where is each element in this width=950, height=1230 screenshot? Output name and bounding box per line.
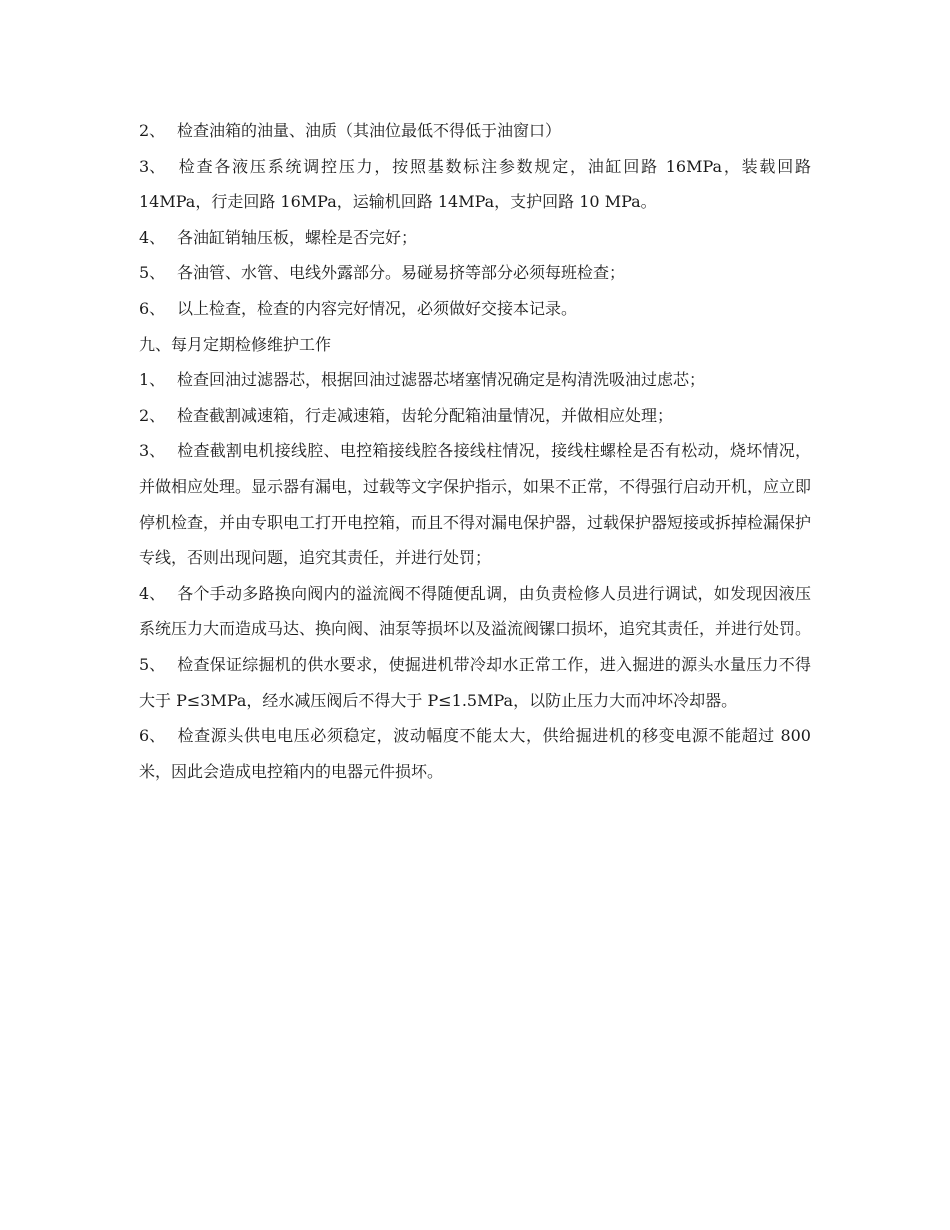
paragraph-power-supply: [139, 718, 811, 789]
paragraph-handover-record: [139, 291, 811, 327]
section-heading-monthly-maintenance: [139, 327, 811, 363]
paragraph-check-oil-tank: [139, 113, 811, 149]
item-number: 6、: [139, 298, 166, 318]
paragraph-relief-valve: [139, 576, 811, 647]
item-number: 5、: [139, 654, 166, 674]
item-number: 2、: [139, 405, 166, 425]
item-number: 3、: [139, 441, 166, 461]
paragraph-text: 各油管、水管、电线外露部分。易碰易挤等部分必须每班检查；: [177, 263, 626, 283]
paragraph-text: 检查保证综掘机的供水要求，使掘进机带冷却水正常工作，进入掘进的源头水量压力不得大于 P≤3MPa，经水减压阀后不得大于 P≤1.5MPa，以防止压力大而冲坏冷却器。: [139, 654, 811, 710]
item-number: 5、: [139, 263, 166, 283]
item-number: 6、: [139, 726, 166, 746]
paragraph-text: 检查各液压系统调控压力，按照基数标注参数规定，油缸回路 16MPa，装载回路 14MPa，行走回路 16MPa，运输机回路 14MPa，支护回路 10 MPa。: [139, 156, 811, 212]
paragraph-text: 检查截割电机接线腔、电控箱接线腔各接线柱情况，接线柱螺栓是否有松动，烧坏情况，并做相应处理。显示器有漏电，过载等文字保护指示，如果不正常，不得强行启动开机，应立即停机检查，并由专职电工打开电控箱，而且不得对漏电保护器，过载保护器短接或拆掉检漏保护专线，否则出现问题，追究其责任，并进行处罚；: [139, 441, 812, 568]
item-number: 4、: [139, 227, 166, 247]
paragraph-return-filter: [139, 362, 811, 398]
paragraph-cylinder-pins: [139, 220, 811, 256]
paragraph-motor-wiring: [139, 433, 811, 575]
paragraph-text: 检查油箱的油量、油质（其油位最低不得低于油窗口）: [177, 121, 562, 140]
paragraph-text: 检查源头供电电压必须稳定，波动幅度不能太大，供给掘进机的移变电源不能超过 800 米，因此会造成电控箱内的电器元件损坏。: [139, 726, 811, 781]
paragraph-exposed-lines: [139, 255, 811, 291]
paragraph-hydraulic-pressure: [139, 149, 811, 220]
item-number: 2、: [139, 121, 166, 140]
paragraph-text: 检查回油过滤器芯，根据回油过滤器芯堵塞情况确定是构清洗吸油过虑芯；: [177, 370, 706, 390]
paragraph-water-supply: [139, 647, 811, 718]
paragraph-text: 检查截割减速箱，行走减速箱，齿轮分配箱油量情况，并做相应处理；: [177, 405, 674, 425]
paragraph-text: 以上检查，检查的内容完好情况，必须做好交接本记录。: [177, 298, 578, 318]
item-number: 4、: [139, 583, 166, 603]
item-number: 1、: [139, 370, 166, 390]
section-heading-text: 九、每月定期检修维护工作: [139, 334, 332, 354]
document-body: [139, 113, 811, 789]
item-number: 3、: [139, 156, 166, 176]
paragraph-text: 各油缸销轴压板，螺栓是否完好；: [177, 227, 418, 247]
paragraph-reducer-gearbox: [139, 398, 811, 434]
paragraph-text: 各个手动多路换向阀内的溢流阀不得随便乱调，由负责检修人员进行调试，如发现因液压系统压力大而造成马达、换向阀、油泵等损坏以及溢流阀镙口损坏，追究其责任，并进行处罚。: [139, 583, 812, 639]
